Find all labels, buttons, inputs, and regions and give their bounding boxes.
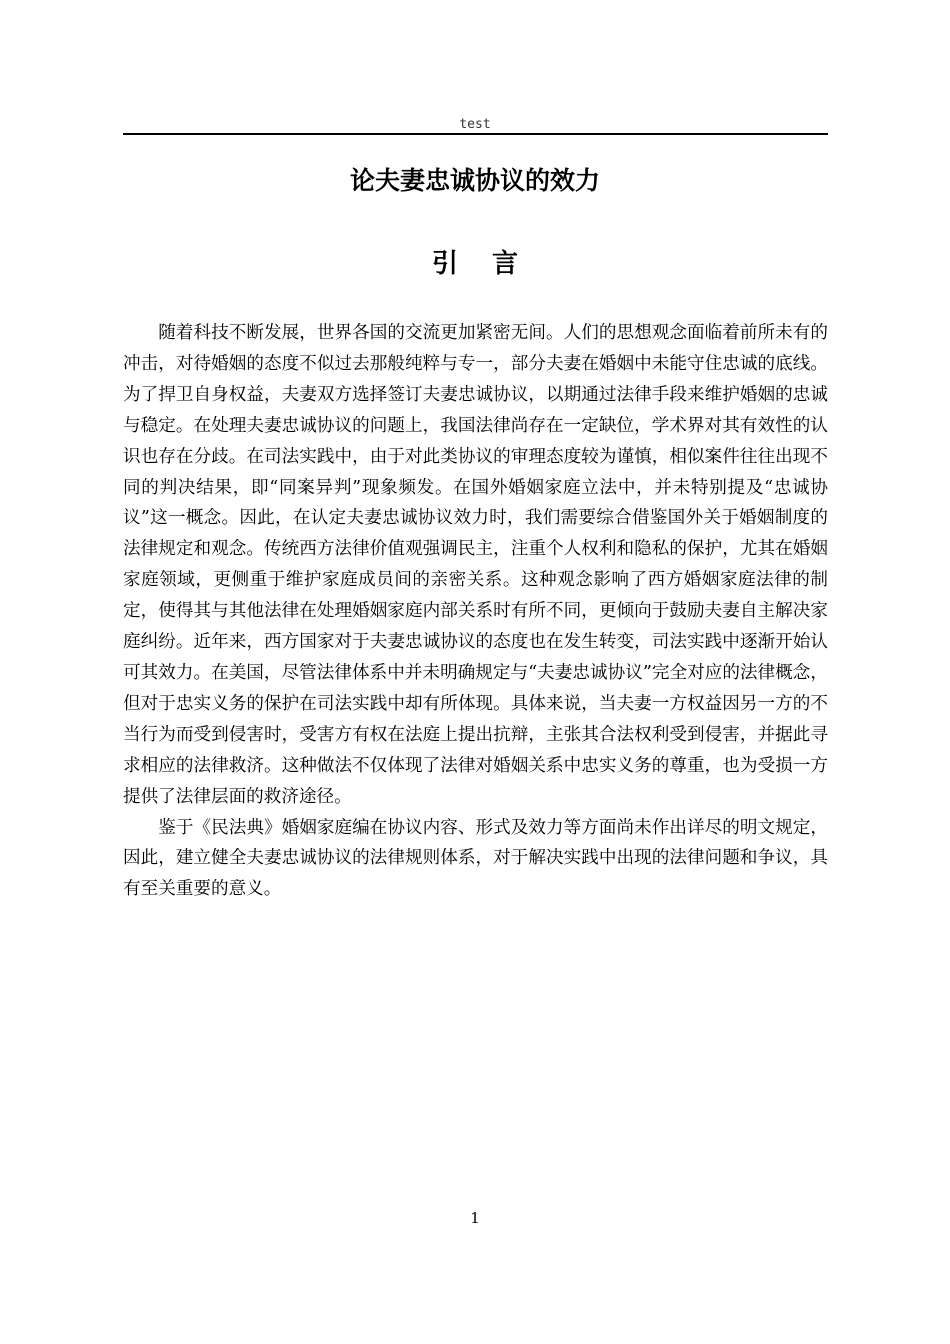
page-number: 1: [470, 1209, 480, 1227]
header-rule: [123, 133, 828, 135]
section-heading: 引言: [431, 249, 552, 279]
document-title: 论夫妻忠诚协议的效力: [349, 166, 600, 195]
running-header: test: [459, 117, 491, 132]
paragraph: 随着科技不断发展，世界各国的交流更加紧密无间。人们的思想观念面临着前所未有的冲击，对待婚姻的态度不似过去那般纯粹与专一，部分夫妻在婚姻中未能守住忠诚的底线。为了捍卫自身权益，夫妻双方选择签订夫妻忠诚协议，以期通过法律手段来维护婚姻的忠诚与稳定。在处理夫妻忠诚协议的问题上，我国法律尚存在一定缺位，学术界对其有效性的认识也存在分歧。在司法实践中，由于对此类协议的审理态度较为谨慎，相似案件往往出现不同的判决结果，即“同案异判”现象频发。在国外婚姻家庭立法中，并未特别提及“忠诚协议”这一概念。因此，在认定夫妻忠诚协议效力时，我们需要综合借鉴国外关于婚姻制度的法律规定和观念。传统西方法律价值观强调民主，注重个人权利和隐私的保护，尤其在婚姻家庭领域，更侧重于维护家庭成员间的亲密关系。这种观念影响了西方婚姻家庭法律的制定，使得其与其他法律在处理婚姻家庭内部关系时有所不同，更倾向于鼓励夫妻自主解决家庭纠纷。近年来，西方国家对于夫妻忠诚协议的态度也在发生转变，司法实践中逐渐开始认可其效力。在美国，尽管法律体系中并未明确规定与“夫妻忠诚协议”完全对应的法律概念，但对于忠实义务的保护在司法实践中却有所体现。具体来说，当夫妻一方权益因另一方的不当行为而受到侵害时，受害方有权在法庭上提出抗辩，主张其合法权利受到侵害，并据此寻求相应的法律救济。这种做法不仅体现了法律对婚姻关系中忠实义务的尊重，也为受损一方提供了法律层面的救济途径。: [123, 323, 828, 807]
body-text: [123, 318, 828, 905]
paragraph: 鉴于《民法典》婚姻家庭编在协议内容、形式及效力等方面尚未作出详尽的明文规定，因此，建立健全夫妻忠诚协议的法律规则体系，对于解决实践中出现的法律问题和争议，具有至关重要的意义。: [123, 817, 828, 900]
